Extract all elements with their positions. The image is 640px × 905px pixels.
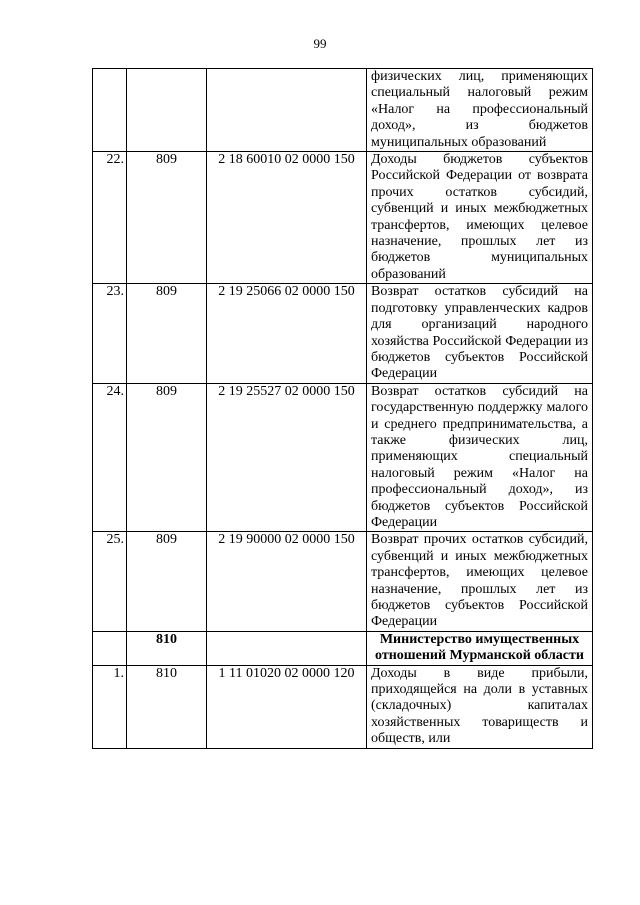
page-number: 99	[313, 36, 327, 51]
kbk-code-cell: 1 11 01020 02 0000 120	[207, 665, 367, 748]
description-cell: Возврат прочих остатков субсидий, субвенций и иных межбюджетных трансфертов, имеющих целевое назначение, прошлых лет из бюджетов субъектов Российской Федерации	[367, 532, 593, 631]
kbk-code-cell	[207, 631, 367, 665]
admin-code-cell: 809	[127, 532, 207, 631]
description-cell: Министерство имущественных отношений Мурманской области	[367, 631, 593, 665]
kbk-code-cell: 2 19 90000 02 0000 150	[207, 532, 367, 631]
description-cell: Возврат остатков субсидий на государственную поддержку малого и среднего предпринимательства, а также физических лиц, применяющих специальный налоговый режим «Налог на профессиональный доход», из бюджетов субъектов Российской Федерации	[367, 383, 593, 532]
row-number-cell: 22.	[93, 152, 127, 284]
kbk-code-cell: 2 19 25066 02 0000 150	[207, 284, 367, 383]
row-number-cell	[93, 69, 127, 152]
table-row	[93, 665, 593, 748]
table-row	[93, 69, 593, 152]
table-row	[93, 284, 593, 383]
table-row	[93, 532, 593, 631]
row-number-cell: 23.	[93, 284, 127, 383]
description-cell: Доходы бюджетов субъектов Российской Федерации от возврата прочих остатков субсидий, субвенций и иных межбюджетных трансфертов, имеющих целевое назначение, прошлых лет из бюджетов муниципальных образований	[367, 152, 593, 284]
row-number-cell: 1.	[93, 665, 127, 748]
kbk-code-cell: 2 19 25527 02 0000 150	[207, 383, 367, 532]
admin-code-cell: 809	[127, 152, 207, 284]
kbk-code-cell: 2 18 60010 02 0000 150	[207, 152, 367, 284]
row-number-cell: 24.	[93, 383, 127, 532]
revenue-codes-table	[92, 68, 593, 749]
admin-code-cell: 809	[127, 284, 207, 383]
description-cell: Доходы в виде прибыли, приходящейся на доли в уставных (складочных) капиталах хозяйственных товариществ и обществ, или	[367, 665, 593, 748]
kbk-code-cell	[207, 69, 367, 152]
description-cell: Возврат остатков субсидий на подготовку управленческих кадров для организаций народного хозяйства Российской Федерации из бюджетов субъектов Российской Федерации	[367, 284, 593, 383]
table-row	[93, 152, 593, 284]
section-header-row	[93, 631, 593, 665]
row-number-cell	[93, 631, 127, 665]
description-cell: физических лиц, применяющих специальный налоговый режим «Налог на профессиональный доход», из бюджетов муниципальных образований	[367, 69, 593, 152]
table-row	[93, 383, 593, 532]
admin-code-cell: 809	[127, 383, 207, 532]
row-number-cell: 25.	[93, 532, 127, 631]
admin-code-cell	[127, 69, 207, 152]
admin-code-cell: 810	[127, 631, 207, 665]
admin-code-cell: 810	[127, 665, 207, 748]
